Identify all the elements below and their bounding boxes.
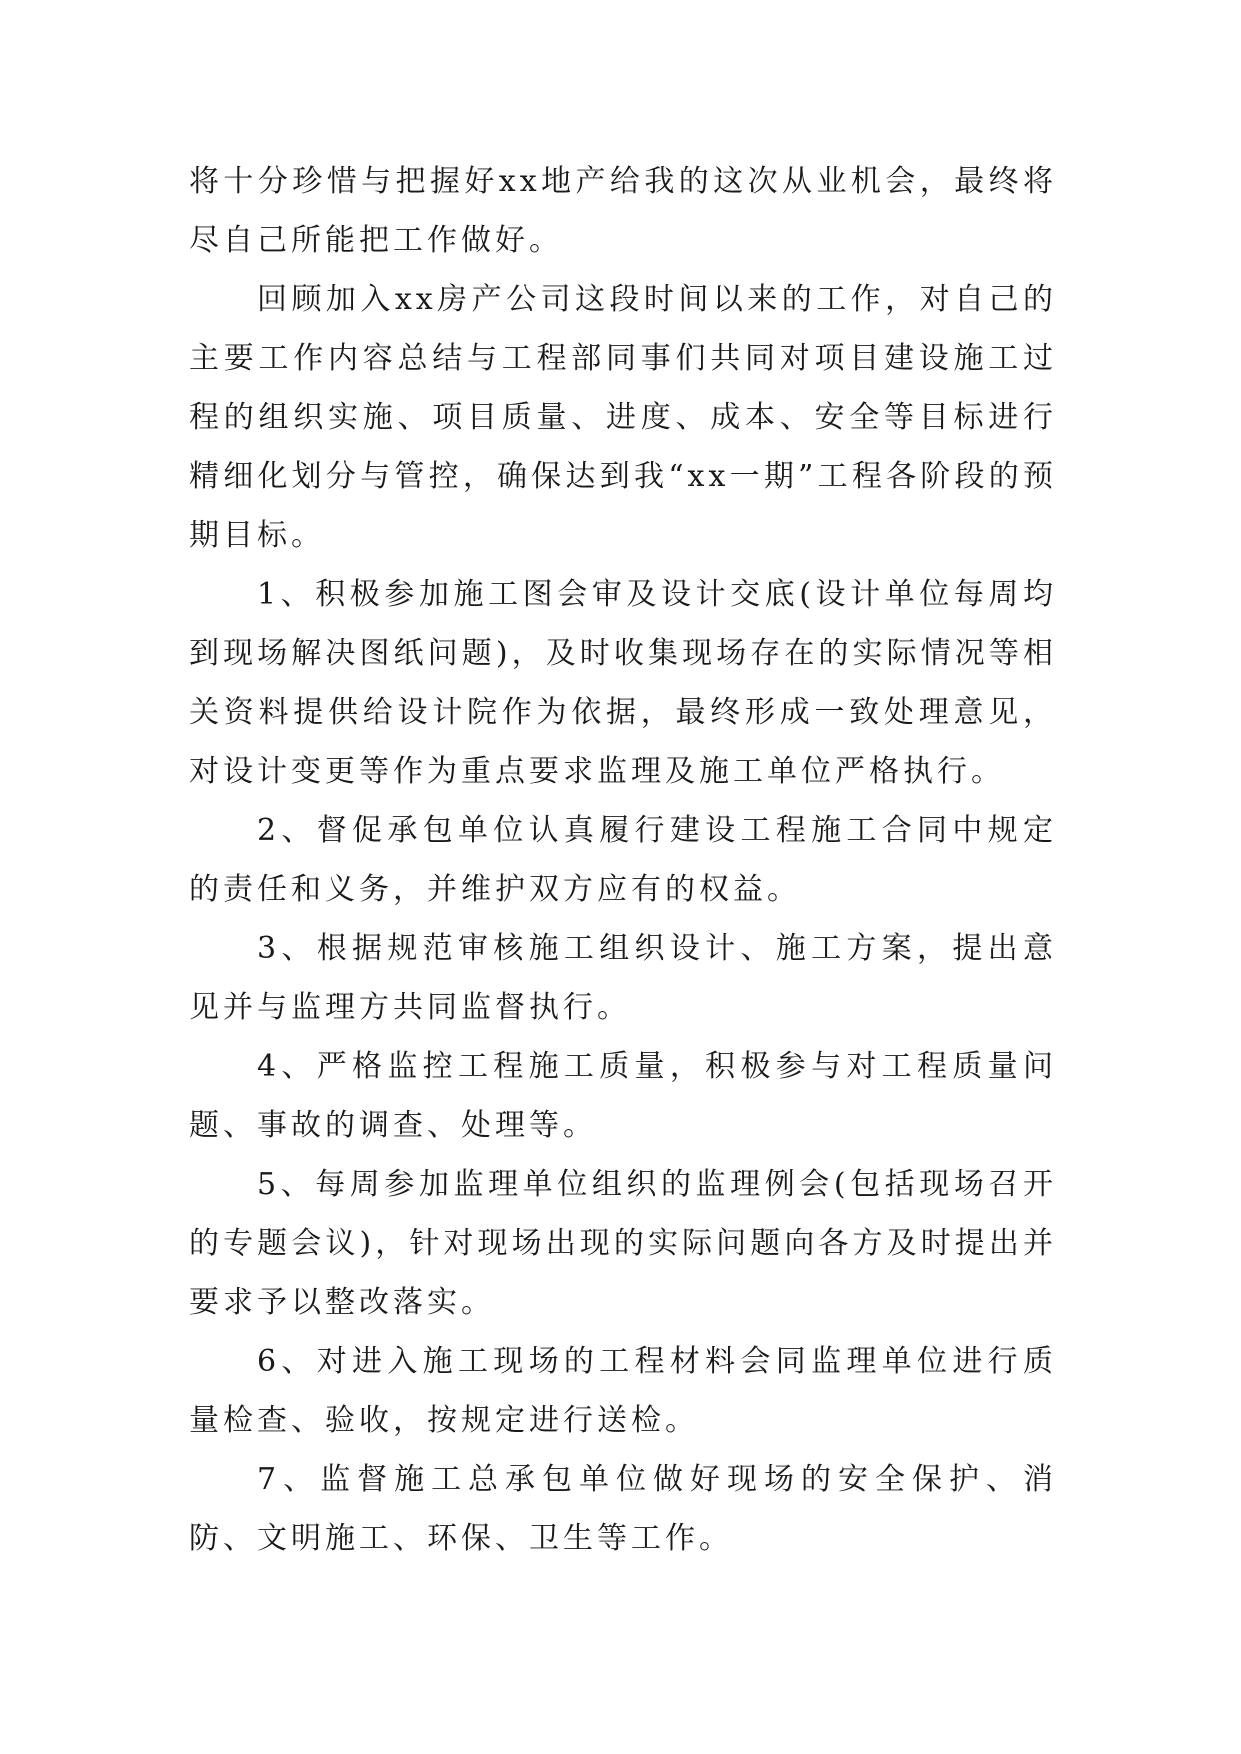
list-item-4: 4、严格监控工程施工质量，积极参与对工程质量问题、事故的调查、处理等。 [189, 1049, 1057, 1143]
list-item-3: 3、根据规范审核施工组织设计、施工方案，提出意见并与监理方共同监督执行。 [189, 931, 1057, 1025]
paragraph-review: 回顾加入xx房产公司这段时间以来的工作，对自己的主要工作内容总结与工程部同事们共同对项目建设施工过程的组织实施、项目质量、进度、成本、安全等目标进行精细化划分与管控，确保达到我“xx一期”工程各阶段的预期目标。 [189, 282, 1057, 553]
list-item-6: 6、对进入施工现场的工程材料会同监理单位进行质量检查、验收，按规定进行送检。 [189, 1344, 1057, 1438]
paragraph-continuation: 将十分珍惜与把握好xx地产给我的这次从业机会，最终将尽自己所能把工作做好。 [189, 164, 1057, 258]
list-item-7: 7、监督施工总承包单位做好现场的安全保护、消防、文明施工、环保、卫生等工作。 [189, 1462, 1057, 1556]
document-body [189, 152, 1057, 1568]
list-item-5: 5、每周参加监理单位组织的监理例会(包括现场召开的专题会议)，针对现场出现的实际问题向各方及时提出并要求予以整改落实。 [189, 1167, 1057, 1320]
list-item-2: 2、督促承包单位认真履行建设工程施工合同中规定的责任和义务，并维护双方应有的权益。 [189, 813, 1057, 907]
list-item-1: 1、积极参加施工图会审及设计交底(设计单位每周均到现场解决图纸问题)，及时收集现场存在的实际情况等相关资料提供给设计院作为依据，最终形成一致处理意见，对设计变更等作为重点要求监理及施工单位严格执行。 [189, 577, 1057, 789]
